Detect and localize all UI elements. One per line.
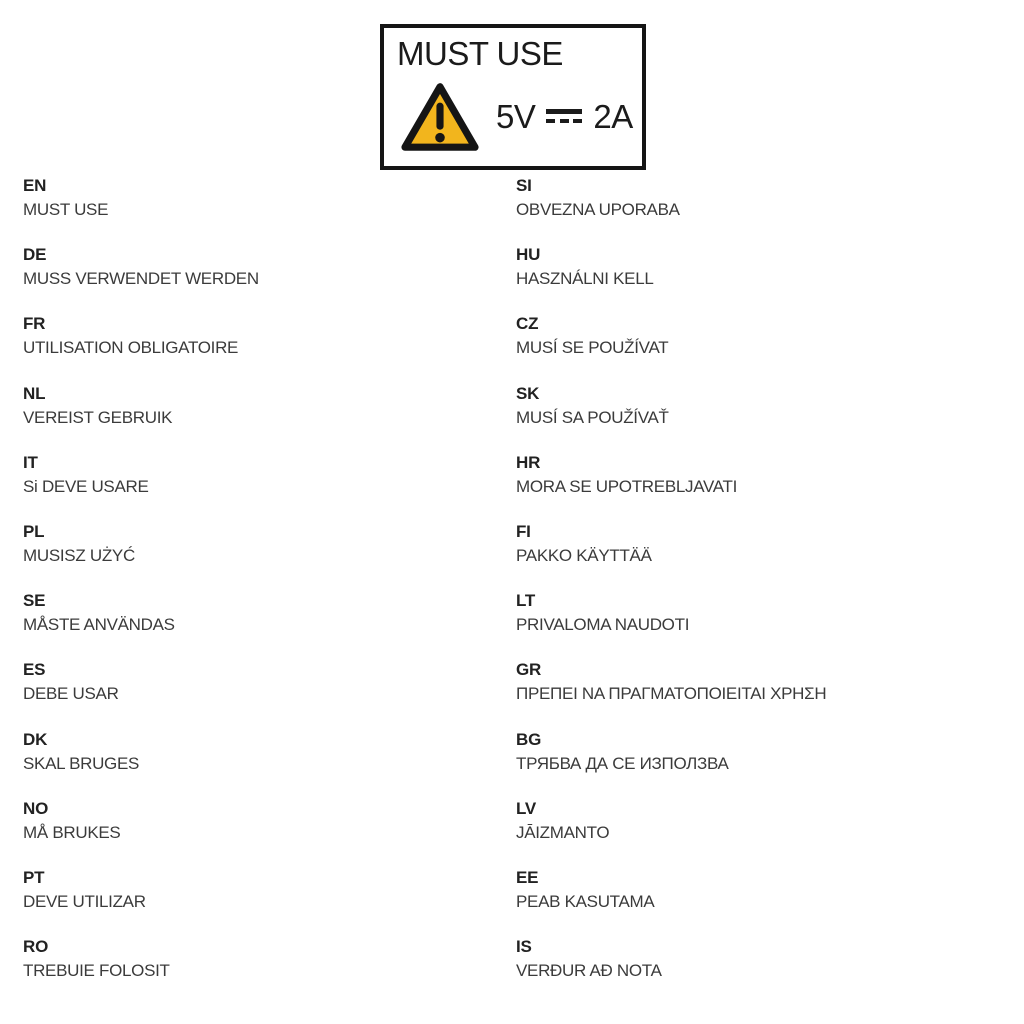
current-value: 2A bbox=[593, 98, 633, 135]
language-translation: HASZNÁLNI KELL bbox=[516, 269, 654, 289]
language-translation: MUSÍ SE POUŽÍVAT bbox=[516, 338, 669, 358]
language-entry-pl bbox=[23, 522, 259, 591]
dc-solid-line bbox=[546, 109, 582, 114]
language-translation: MORA SE UPOTREBLJAVATI bbox=[516, 476, 738, 496]
language-code: FI bbox=[516, 521, 531, 541]
header-title: MUST USE bbox=[397, 35, 563, 72]
language-translation: JĀIZMANTO bbox=[516, 822, 610, 842]
language-translation: ТРЯБВА ДА СЕ ИЗПОЛЗВА bbox=[516, 753, 729, 773]
language-entry-bg bbox=[516, 730, 826, 799]
language-translation: VEREIST GEBRUIK bbox=[23, 407, 173, 427]
language-entry-se bbox=[23, 591, 259, 660]
language-translation: DEBE USAR bbox=[23, 684, 119, 704]
warning-triangle-icon bbox=[400, 82, 480, 152]
language-code: NO bbox=[23, 798, 49, 818]
language-entry-de bbox=[23, 245, 259, 314]
language-entry-is bbox=[516, 937, 826, 1006]
language-code: RO bbox=[23, 937, 49, 957]
language-entry-pt bbox=[23, 868, 259, 937]
language-entry-si bbox=[516, 176, 826, 245]
language-entry-hr bbox=[516, 453, 826, 522]
language-code: PL bbox=[23, 521, 45, 541]
language-code: BG bbox=[516, 729, 542, 749]
must-use-header-box bbox=[380, 24, 646, 170]
language-entry-ee bbox=[516, 868, 826, 937]
language-code: FR bbox=[23, 314, 46, 334]
language-entry-cz bbox=[516, 314, 826, 383]
language-code: IS bbox=[516, 937, 532, 957]
language-translation: VERÐUR AÐ NOTA bbox=[516, 961, 662, 981]
language-entry-en bbox=[23, 176, 259, 245]
language-translation: ΠΡΕΠΕΙ ΝΑ ΠΡΑΓΜΑΤΟΠΟΙΕΙΤΑΙ ΧΡΗΣΗ bbox=[516, 684, 827, 704]
language-entry-hu bbox=[516, 245, 826, 314]
language-code: GR bbox=[516, 660, 542, 680]
language-code: HU bbox=[516, 245, 541, 265]
language-translation: MUST USE bbox=[23, 200, 109, 219]
language-code: DE bbox=[23, 245, 47, 265]
language-translation: MÅ BRUKES bbox=[23, 822, 121, 842]
language-code: DK bbox=[23, 729, 48, 749]
exclamation-bar bbox=[436, 103, 443, 130]
language-code: SK bbox=[516, 383, 540, 403]
language-translation: UTILISATION OBLIGATOIRE bbox=[23, 338, 239, 358]
language-translation: TREBUIE FOLOSIT bbox=[23, 961, 170, 981]
language-entry-ro bbox=[23, 937, 259, 1006]
language-column-left bbox=[23, 176, 259, 1006]
exclamation-dot bbox=[435, 133, 445, 143]
dc-current-icon bbox=[546, 109, 582, 123]
language-code: PT bbox=[23, 867, 45, 887]
language-entry-lv bbox=[516, 799, 826, 868]
voltage-value: 5V bbox=[496, 98, 536, 135]
language-translation: PAKKO KÄYTTÄÄ bbox=[516, 545, 652, 565]
language-code: LV bbox=[516, 798, 537, 818]
language-entry-nl bbox=[23, 384, 259, 453]
power-spec bbox=[496, 98, 633, 136]
language-code: ES bbox=[23, 660, 46, 680]
language-translation: DEVE UTILIZAR bbox=[23, 891, 146, 911]
language-entry-fi bbox=[516, 522, 826, 591]
language-translation: MUSS VERWENDET WERDEN bbox=[23, 269, 259, 289]
header-row bbox=[400, 82, 642, 152]
language-entry-it bbox=[23, 453, 259, 522]
language-translation: MUSÍ SA POUŽÍVAŤ bbox=[516, 407, 669, 427]
language-translation: SKAL BRUGES bbox=[23, 753, 140, 773]
language-entry-lt bbox=[516, 591, 826, 660]
language-translation: MÅSTE ANVÄNDAS bbox=[23, 615, 175, 635]
language-column-right bbox=[516, 176, 826, 1006]
language-translation: PEAB KASUTAMA bbox=[516, 891, 655, 911]
dc-dashed-line bbox=[546, 119, 582, 124]
language-translation: OBVEZNA UPORABA bbox=[516, 200, 680, 219]
language-translation: Si DEVE USARE bbox=[23, 476, 149, 496]
language-entry-sk bbox=[516, 384, 826, 453]
language-entry-no bbox=[23, 799, 259, 868]
language-code: NL bbox=[23, 383, 46, 403]
language-entry-fr bbox=[23, 314, 259, 383]
language-code: SE bbox=[23, 591, 46, 611]
language-code: CZ bbox=[516, 314, 539, 334]
language-entry-dk bbox=[23, 730, 259, 799]
language-code: LT bbox=[516, 591, 536, 611]
language-entry-gr bbox=[516, 660, 826, 729]
language-code: EN bbox=[23, 176, 47, 195]
language-code: EE bbox=[516, 867, 539, 887]
language-code: HR bbox=[516, 452, 541, 472]
language-translation: PRIVALOMA NAUDOTI bbox=[516, 615, 690, 635]
language-entry-es bbox=[23, 660, 259, 729]
language-code: IT bbox=[23, 452, 38, 472]
language-translation: MUSISZ UŻYĆ bbox=[23, 545, 135, 565]
language-code: SI bbox=[516, 176, 532, 195]
